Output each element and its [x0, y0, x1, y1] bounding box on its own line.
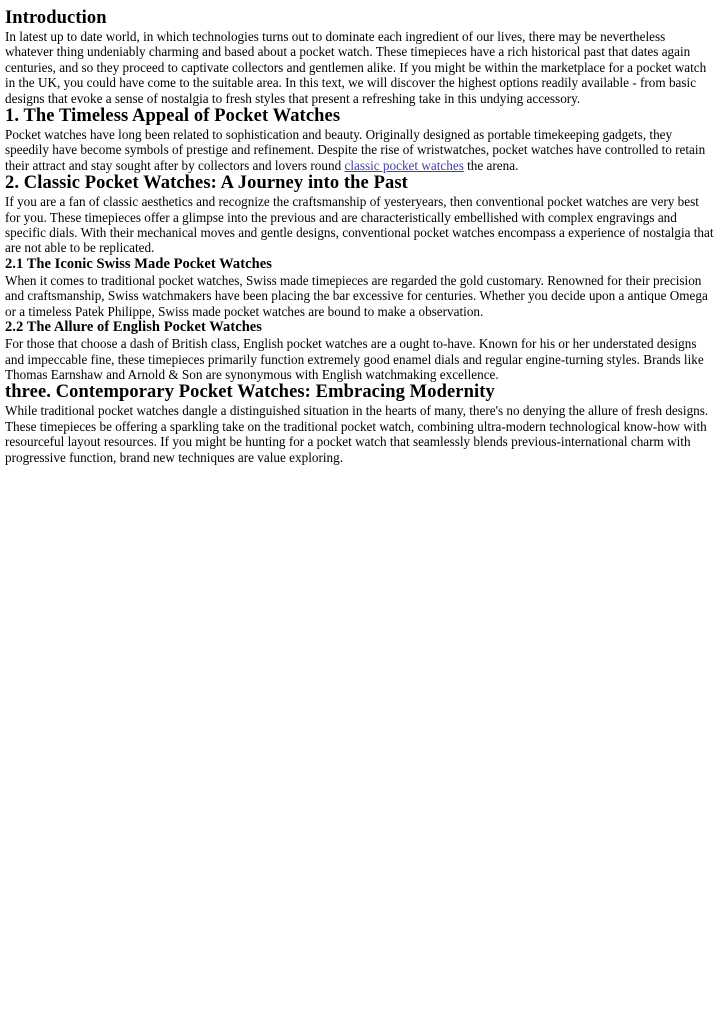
heading-section-2-1: 2.1 The Iconic Swiss Made Pocket Watches: [5, 255, 272, 272]
heading-section-1: 1. The Timeless Appeal of Pocket Watches: [5, 106, 341, 127]
classic-pocket-watches-link[interactable]: classic pocket watches: [344, 157, 464, 173]
heading-section-2-2: 2.2 The Allure of English Pocket Watches: [5, 319, 262, 336]
paragraph-section-1-text-before-link: Pocket watches have long been related to sophistication and beauty. Originally designed as portable timekeeping gadgets, they speedily have become symbols of prestige and refinement. Despite the rise of wristwatches, pocket watches have controlled to retain their attract and stay sought after by collectors and lovers round: [5, 127, 706, 173]
paragraph-section-2: If you are a fan of classic aesthetics and recognize the craftsmanship of yesteryears, then conventional pocket watches are very best for you. These timepieces offer a glimpse into the previous and are characteristically embellished with complex engravings and specific dials. With their mechanical moves and gentle designs, conventional pocket watches encompass a experience of nostalgia that are not able to be replicated.: [5, 194, 714, 256]
heading-introduction: Introduction: [5, 8, 107, 28]
paragraph-section-1-text-after-link: the arena.: [463, 157, 519, 173]
paragraph-section-2-2: For those that choose a dash of British class, English pocket watches are a ought to-have. Known for his or her understated designs and impeccable fine, these timepieces primarily function extremely good enamel dials and regular engine-turning styles. Brands like Thomas Earnshaw and Arnold & Son are synonymous with English watchmaking excellence.: [5, 336, 704, 382]
paragraph-section-1: [5, 127, 715, 173]
heading-section-3: three. Contemporary Pocket Watches: Embracing Modernity: [5, 382, 495, 403]
paragraph-section-2-1: When it comes to traditional pocket watches, Swiss made timepieces are regarded the gold customary. Renowned for their precision and craftsmanship, Swiss watchmakers have been placing the bar excessive for centuries. Whether you decide upon a antique Omega or a timeless Patek Philippe, Swiss made pocket watches are bound to make a observation.: [5, 272, 708, 319]
heading-section-2: 2. Classic Pocket Watches: A Journey into the Past: [5, 173, 408, 194]
paragraph-introduction: In latest up to date world, in which technologies turns out to dominate each ingredient of our lives, there may be nevertheless whatever thing undeniably charming and based about a pocket watch. These timepieces have a rich historical past that dates again centuries, and so they proceed to captivate collectors and gentlemen alike. If you might be within the marketplace for a pocket watch in the UK, you could have come to the suitable area. In this text, we will discover the highest options readily available - from basic designs that evoke a sense of nostalgia to fresh styles that present a refreshing take in this undying accessory.: [5, 29, 707, 106]
paragraph-section-3: While traditional pocket watches dangle a distinguished situation in the hearts of many, there's no denying the allure of fresh designs. These timepieces be offering a sparkling take on the traditional pocket watch, combining ultra-modern technological know-how with resourceful layout resources. If you might be hunting for a pocket watch that seamlessly blends previous-international charm with progressive function, brand new techniques are value exploring.: [5, 403, 709, 465]
article-body: [5, 8, 715, 465]
